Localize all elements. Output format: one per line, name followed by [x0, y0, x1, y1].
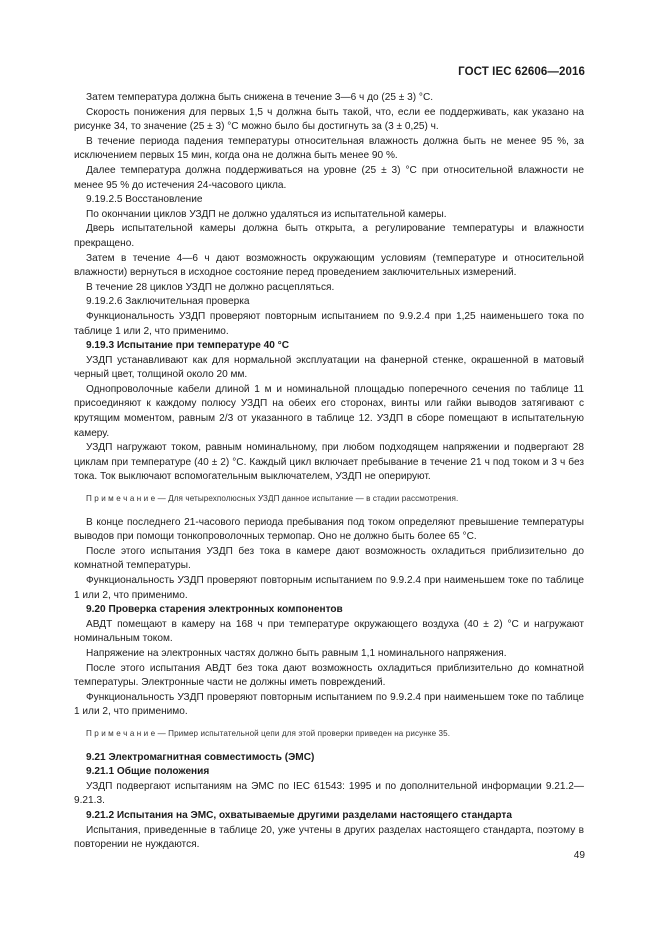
note: П р и м е ч а н и е — Для четырехполюсных УЗДП данное испытание — в стадии рассмотрения. [86, 494, 459, 504]
paragraph: Функциональность УЗДП проверяют повторным испытанием по 9.9.2.4 при 1,25 наименьшего тока по таблице 1 или 2, что применимо. [74, 310, 584, 337]
paragraph: УЗДП нагружают током, равным номинальному, при любом подходящем напряжении и подвергают 28 циклам при температуре (40 ± 2) °C. Каждый цикл включает пребывание в течение 21 ч под током и 3 ч без тока. Ток выключают вспомогательным выключателем, УЗДП не оперируют. [74, 442, 584, 483]
page-number: 49 [573, 850, 585, 861]
subsection-heading: 9.19.2.6 Заключительная проверка [86, 296, 250, 308]
standard-header: ГОСТ IEC 62606—2016 [458, 66, 585, 78]
paragraph: Затем в течение 4—6 ч дают возможность окружающим условиям (температуре и относительной влажности) вернуться в исходное состояние перед проведением заключительных измерений. [74, 252, 584, 279]
document-body [74, 91, 584, 853]
paragraph: УЗДП подвергают испытаниям на ЭМС по IEC 61543: 1995 и по дополнительной информации 9.21.2—9.21.3. [74, 780, 584, 807]
paragraph: Функциональность УЗДП проверяют повторным испытанием по 9.9.2.4 при наименьшем токе по таблице 1 или 2, что применимо. [74, 575, 584, 601]
section-heading: 9.21.1 Общие положения [86, 766, 210, 778]
paragraph: Однопроволочные кабели длиной 1 м и номинальной площадью поперечного сечения по таблице 11 присоединяют к каждому полюсу УЗДП на обеих его сторонах, винты или гайки выводов затягивают с крутящим моментом, равным 2/3 от указанного в таблице 12. УЗДП в сборе помещают в испытательную камеру. [74, 383, 584, 439]
paragraph: УЗДП устанавливают как для нормальной эксплуатации на фанерной стенке, окрашенной в матовый черный цвет, толщиной около 20 мм. [74, 354, 584, 381]
paragraph: По окончании циклов УЗДП не должно удаляться из испытательной камеры. [86, 208, 447, 220]
paragraph: Скорость понижения для первых 1,5 ч должна быть такой, что, если ее поддерживать, как указано на рисунке 34, то значение (25 ± 3) °C можно было бы достигнуть за (3 ± 0,25) ч. [74, 106, 584, 133]
paragraph: Функциональность УЗДП проверяют повторным испытанием по 9.9.2.4 при наименьшем токе по таблице 1 или 2, что применимо. [74, 691, 584, 718]
paragraph: Далее температура должна поддерживаться на уровне (25 ± 3) °C при относительной влажности не менее 95 % до истечения 24-часового цикла. [74, 164, 584, 191]
section-heading: 9.21 Электромагнитная совместимость (ЭМС) [86, 751, 315, 763]
paragraph: В течение периода падения температуры относительная влажность должна быть не менее 95 %, за исключением первых 15 мин, когда она не должна быть менее 90 %. [74, 135, 584, 162]
section-heading: 9.20 Проверка старения электронных компонентов [86, 604, 343, 616]
paragraph: В течение 28 циклов УЗДП не должно расцепляться. [86, 281, 335, 293]
paragraph: Напряжение на электронных частях должно быть равным 1,1 номинального напряжения. [86, 647, 507, 659]
note: П р и м е ч а н и е — Пример испытательной цепи для этой проверки приведен на рисунке 35. [86, 728, 451, 738]
paragraph: Затем температура должна быть снижена в течение 3—6 ч до (25 ± 3) °C. [86, 92, 434, 103]
paragraph: После этого испытания УЗДП без тока в камере дают возможность охладиться приблизительно до комнатной температуры. [74, 545, 584, 572]
paragraph: Дверь испытательной камеры должна быть открыта, а регулирование температуры и влажности прекращено. [74, 223, 584, 249]
paragraph: После этого испытания АВДТ без тока дают возможность охладиться приблизительно до комнатной температуры. Электронные части не должны иметь повреждений. [74, 662, 584, 689]
paragraph: Испытания, приведенные в таблице 20, уже учтены в других разделах настоящего стандарта, поэтому в повторении не нуждаются. [74, 824, 584, 851]
subsection-heading: 9.19.2.5 Восстановление [86, 194, 203, 206]
paragraph: АВДТ помещают в камеру на 168 ч при температуре окружающего воздуха (40 ± 2) °C и нагружают номинальным током. [74, 618, 584, 645]
section-heading: 9.19.3 Испытание при температуре 40 °C [86, 340, 289, 352]
section-heading: 9.21.2 Испытания на ЭМС, охватываемые другими разделами настоящего стандарта [86, 809, 512, 821]
paragraph: В конце последнего 21-часового периода пребывания под током определяют превышение температуры выводов при помощи тонкопроволочных термопар. Оно не должно быть более 65 °C. [74, 516, 584, 543]
